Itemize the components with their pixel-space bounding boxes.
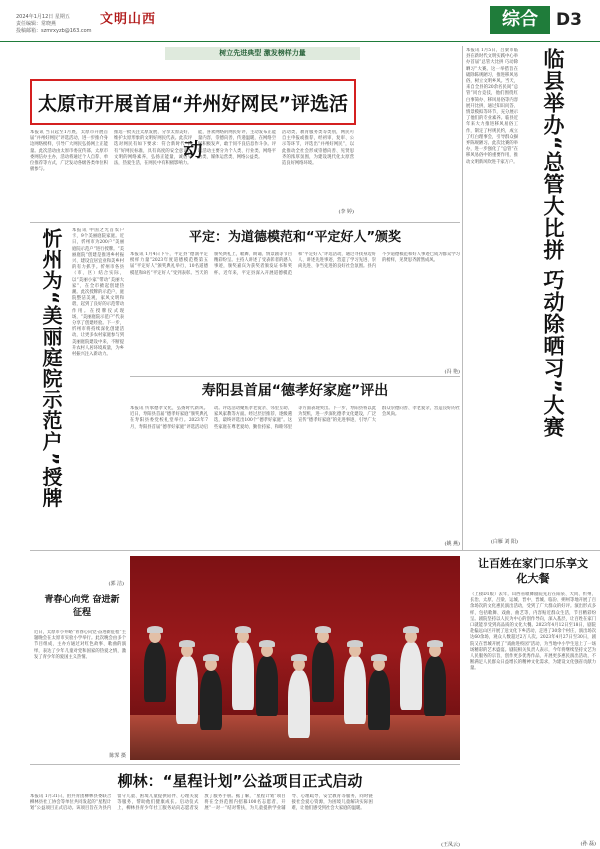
section-rule xyxy=(30,550,600,551)
photo-caption-title: 青春心向党 奋进新征程 xyxy=(44,595,120,618)
performer-figure xyxy=(256,656,278,716)
performer-figure xyxy=(344,656,366,724)
liulin-byline: (王凤云) xyxy=(441,842,460,848)
performance-photo xyxy=(130,556,460,760)
performer-figure xyxy=(400,642,422,710)
culture-headline: 让百姓在家门口乐享文化大餐 xyxy=(478,557,588,585)
liulin-headline: 柳林：“星程计划”公益项目正式启动 xyxy=(117,772,363,790)
linxian-body: 本报讯 1月5日，吕梁市临县在新时代文明实践中心举办首届“总管大比拼 巧动除晒习”大赛。这一举措旨在破除陈规陋习，推进移风易俗，树立文明乡风。当天，来自全县的20余名民间“总管”同台竞技，他们围绕红白事简办、移风易俗等内容展开比拼，通过知识问答、情景模拟等环节，充分展示了他们的专业素养。临县近年来大力推进移风易俗工作，制定了村规民约，成立了红白理事会，引导群众摒弃陈规陋习。此次比赛的举办，进一步强化了“总管”在移风易俗中的重要作用，推动文明新风吹进千家万户。 xyxy=(466,48,518,165)
column-rule xyxy=(462,46,463,550)
linxian-headline: 临县举办“总管大比拼 巧动除晒习”大赛 xyxy=(541,48,565,438)
xinzhou-byline: (郭 洁) xyxy=(108,581,124,587)
shouyang-body: 本报讯 传承德孝文化，弘扬时代新风。近日，寿阳县首届“德孝好家庭”颁奖典礼在寿阳县委党校礼堂举行。2023年7月，寿阳县首届“德孝好家庭”评选活动启动。评选活动聚焦孝老爱亲、邻里互助、家风家教等方面。经过层层推荐、逐级遴选，最终评选出100个“德孝好家庭”。这些家庭在尊老爱幼、勤俭持家、和睦邻里等方面表现突出。下一步，寿阳县将以此为契机，进一步深化德孝文化建设，广泛宣传“德孝好家庭”的先进事迹，引导广大群众崇德向善、孝老爱亲，营造良好的社会风尚。 xyxy=(130,406,460,430)
lead-body-col4: 活动类，教育服务类等类别，网民可自主申报或推荐，经初审、复审、公示等环节，评选出“并州好网民”，以此推动全社会形成崇德向善、见贤思齐的浓厚氛围，为建设现代化太原营造良好网络环境。 xyxy=(282,130,354,167)
editor-line: 责任编辑：常晓燕 xyxy=(16,21,57,27)
section-rule xyxy=(30,222,460,223)
issue-date: 2024年1月12日 星期五 xyxy=(16,14,70,20)
xinzhou-headline: 忻州为“美丽庭院示范户”授牌 xyxy=(39,228,63,509)
section-rule xyxy=(30,764,460,765)
pingding-headline: 平定：为道德模范和“平定好人”颁奖 xyxy=(188,230,402,245)
lead-headline: 太原市开展首届“并州好网民”评选活动 xyxy=(38,93,348,161)
performer-figure xyxy=(144,642,166,702)
email-line: 投稿邮箱：szmrxyzb@163.com xyxy=(16,28,92,34)
shouyang-headline: 寿阳县首届“德孝好家庭”评出 xyxy=(201,383,389,399)
shouyang-byline: (姚 燕) xyxy=(444,541,460,547)
pingding-body: 本报讯 1月4日下午，平定县“德润平定 榜样力量”2023年度道德模范暨第五届“平定好人”颁奖典礼举行，10名道德模范和8名“平定好人”受到表彰。当天的颁奖典礼上，歌舞、朗诵、情景剧等节目精彩纷呈。主持人讲述了受表彰者的感人事迹，颁奖嘉宾为获奖者颁发证书和奖杯。近年来，平定县深入开展道德模范和“平定好人”评选活动，通过寻找身边好人、讲述先进事迹，营造了学习先进、崇尚先进、争当先进的良好社会氛围。县内不少道德模范和好人事迹已成为群众学习的榜样，见贤思齐蔚然成风。 xyxy=(130,252,460,276)
performer-figure xyxy=(200,670,222,730)
section-label: 综合 xyxy=(490,6,550,34)
performer-figure xyxy=(288,670,310,738)
photo-caption-body: 近日，太原市小井峪“青春心向党·奋进新征程”主题晚会在太原市实验小学举行。此次晚会由多个节目组成，主办方通过对红色故事、歌曲的演绎，表达了少年儿童对党和国家的热爱之情，激发了青少年的爱国主义热情。 xyxy=(34,630,126,660)
lead-body-col3: 能，喜欢网络的网民好评，主动发布正能量内容，崇德向善，传递温暖，在网络空间积极发声，敢于同不良信息作斗争。评选活动主要分为个人类、行业类、网络平台类、媒体运营类、网络公益类。 xyxy=(198,130,276,160)
performer-figure xyxy=(312,642,334,702)
pingding-byline: (冯 艳) xyxy=(444,369,460,375)
linxian-byline: (白雁 刘 阳) xyxy=(490,539,518,545)
culture-byline: (孙 磊) xyxy=(580,841,596,847)
section-rule xyxy=(130,376,460,377)
performer-figure xyxy=(424,656,446,716)
topic-banner: 树立先进典型 激发榜样力量 xyxy=(165,47,360,60)
performer-figure xyxy=(176,656,198,724)
performer-figure xyxy=(232,642,254,710)
performer-figure xyxy=(368,670,390,730)
lead-byline: (李 婷) xyxy=(338,209,354,215)
masthead-info xyxy=(16,14,92,35)
culture-body: （上接D1版）去年，山西省歌舞剧院先后在阳泉、大同、忻州、长治、太原、吕梁、运城、晋中、晋城、临汾、朔州等地开展了百余场次的文化惠民演出活动，受到了广大群众的好评。演出形式多样，包括歌舞、戏曲、曲艺等，内容贴近群众生活，节目精彩纷呈。剧院坚持以人民为中心的创作导向，深入基层，让百姓在家门口就能享受到高品质的文化大餐。2023年4月12日至18日，剧院赴偏远山区开展了送文化下乡活动，走进了30余个村庄，演出场次达60余场，观众人数超过2万人次。2023年4月27日至30日，剧院又在晋城开展了“戏曲进校园”活动，为当地中小学生送上了一场场精彩的艺术盛宴。剧院相关负责人表示，今年将继续坚持文艺为人民服务的宗旨，创作更多优秀作品，开展更多惠民演出活动，不断满足人民群众日益增长的精神文化需求，为建设文化强省贡献力量。 xyxy=(470,592,596,672)
lead-body-col2: 推选一批关注太原发展、分享太原美好、维护太原形象的文明好网民代表。此次评选对网民有如下要求：符合新时代“四有”好网民标准，具有高度的安全意识，文明的网络素养，弘扬正能量，诚信守法，热爱生活，在网民中有积极影响力。 xyxy=(114,130,192,167)
newspaper-logo: 文明山西 xyxy=(100,12,157,27)
liulin-body: 本报讯 1月31日，由共青团柳林县委联合柳林县社工协会等单位共同发起的“星程计划”公益项目正式启动。该项目旨在为县内留守儿童、困境儿童提供陪伴、心理关爱等服务，帮助他们健康成长。启动仪式上，柳林县青少年社工服务站向志愿者发放了服务手册。据了解，“星程计划”项目将在全县范围内招募100名志愿者，开展“一对一”结对帮扶，为儿童提供学业辅导、心理疏导、安全教育等服务，同时链接社会爱心资源，为困境儿童解决实际困难，让他们感受到社会大家庭的温暖。 xyxy=(30,794,373,812)
lead-body-col1: 本报讯 当日起至1月底，太原市开展首届“并州好网民”评选活动，进一步推介身边网络榜样，引导广大网民弘扬网上正能量。此次活动由太原市委宣传部、太原市委网信办主办，活动将通过个人自荐、单位推荐等方式，广泛发动各级各类单位积极参与。 xyxy=(30,130,108,173)
photo-byline: 陈霁 摄 xyxy=(109,753,126,759)
xinzhou-body: 本报讯 中国之光首农户卡，9个美丽庭院家庭。近日，忻州市为200户“美丽庭院示范户”进行授牌。“美丽庭院”创建是推进乡村振兴、建设宜居宜业和美乡村的有力抓手。忻州市各县（市、区）结合实际，以“美丽小家”带动“美丽大家”，在全市掀起创建热潮。此次授牌的示范户，庭院整洁美观，家风文明和谐，起到了良好的示范带动作用。在授牌仪式现场，“美丽庭院示范户”代表分享了创建经验。下一步，忻州市将持续深化创建活动，让更多农村家庭参与到美丽庭院建设中来，不断提升农村人居环境质量，为乡村振兴注入新动力。 xyxy=(72,228,124,358)
page-code: D3 xyxy=(556,10,582,30)
